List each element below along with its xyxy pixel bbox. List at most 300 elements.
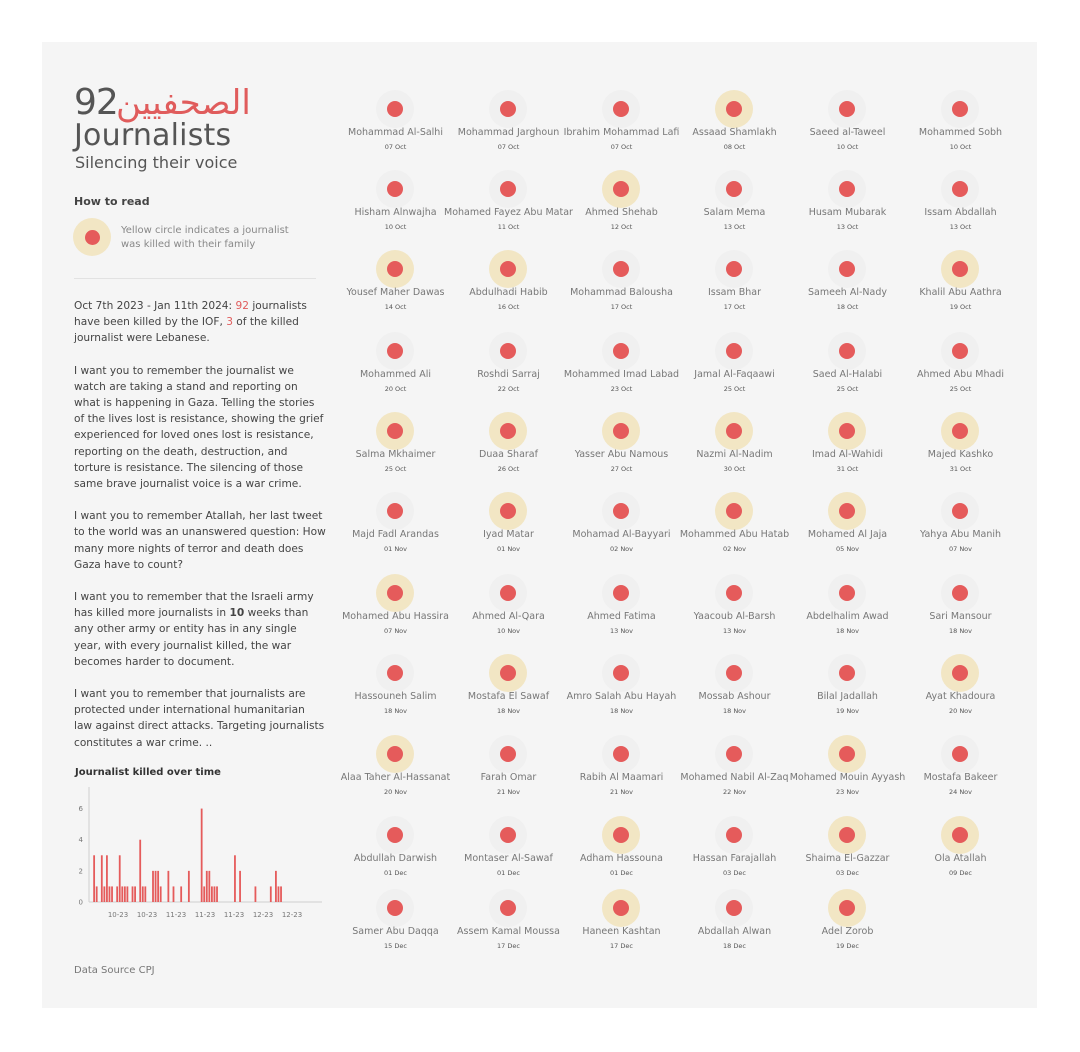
circle-icon [489, 574, 527, 612]
dot-icon [500, 261, 516, 277]
how-to-read-heading: How to read [74, 195, 150, 208]
journalist-cell [452, 492, 565, 572]
journalist-name: Yaacoub Al-Barsh [693, 611, 776, 622]
dot-icon [952, 585, 968, 601]
journalist-count: 92 [74, 82, 118, 123]
dot-icon [839, 746, 855, 762]
dot-icon [726, 665, 742, 681]
bar [239, 871, 241, 902]
bar [116, 886, 118, 902]
journalist-cell [565, 889, 678, 969]
journalist-cell [678, 889, 791, 969]
dot-icon [500, 746, 516, 762]
journalist-name: Issam Abdallah [924, 207, 997, 218]
journalist-date: 19 Nov [835, 707, 860, 715]
story-paragraph-4: I want you to remember that the Israeli army has killed more journalists in 10 weeks than any other army or entity has in any single year, with every journalist killed, the war becomes harder to document. [74, 591, 314, 668]
journalist-cell [565, 170, 678, 250]
circle-icon [941, 492, 979, 530]
journalist-name: Farah Omar [480, 772, 537, 783]
journalist-name: Mohammad Al-Salhi [348, 127, 443, 138]
dot-icon [952, 746, 968, 762]
bar [101, 855, 103, 902]
circle-icon [376, 492, 414, 530]
family-circle-icon [489, 250, 527, 288]
journalist-cell [339, 816, 452, 896]
journalist-cell [452, 889, 565, 969]
journalist-cell [565, 492, 678, 572]
bar [180, 886, 182, 902]
journalist-name: Mohammad Balousha [570, 287, 673, 298]
journalist-cell [791, 412, 904, 492]
arabic-title: الصحفيين [116, 83, 251, 123]
journalist-date: 17 Oct [723, 303, 746, 311]
bar [188, 871, 190, 902]
journalist-cell [565, 735, 678, 815]
dot-icon [613, 503, 629, 519]
journalist-name: Mohamed Al Jaja [807, 529, 888, 540]
journalist-date: 27 Oct [610, 465, 633, 473]
journalist-cell [339, 889, 452, 969]
journalist-date: 13 Nov [722, 627, 747, 635]
journalist-date: 30 Oct [723, 465, 746, 473]
dot-icon [613, 827, 629, 843]
journalist-cell [904, 574, 1017, 654]
circle-icon [489, 332, 527, 370]
journalist-date: 19 Oct [949, 303, 972, 311]
bar [216, 886, 218, 902]
journalist-name: Khalil Abu Aathra [919, 287, 1002, 298]
journalist-date: 10 Oct [949, 143, 972, 151]
journalist-cell [339, 574, 452, 654]
journalist-name: Alaa Taher Al-Hassanat [340, 772, 451, 783]
journalist-name: Haneen Kashtan [582, 926, 661, 937]
journalist-date: 14 Oct [384, 303, 407, 311]
y-tick-label: 2 [78, 867, 83, 876]
journalist-date: 21 Nov [496, 788, 521, 796]
journalist-cell [678, 332, 791, 412]
circle-icon [715, 889, 753, 927]
x-tick-label: 10-23 [136, 911, 158, 919]
bar [119, 855, 121, 902]
journalist-cell [678, 250, 791, 330]
dot-icon [613, 585, 629, 601]
journalist-name: Saed Al-Halabi [812, 369, 883, 380]
journalist-date: 02 Nov [609, 545, 634, 553]
dot-icon [613, 665, 629, 681]
journalist-name: Mohamed Mouin Ayyash [789, 772, 906, 783]
journalist-cell [565, 816, 678, 896]
journalist-name: Sari Mansour [929, 611, 992, 622]
circle-icon [941, 90, 979, 128]
circle-icon [941, 574, 979, 612]
journalist-date: 20 Nov [383, 788, 408, 796]
journalist-name: Salma Mkhaimer [355, 449, 436, 460]
dot-icon [387, 827, 403, 843]
dot-icon [613, 423, 629, 439]
circle-icon [376, 170, 414, 208]
journalist-date: 15 Dec [384, 942, 407, 950]
dot-icon [952, 343, 968, 359]
journalist-date: 18 Nov [496, 707, 521, 715]
journalist-date: 07 Nov [383, 627, 408, 635]
legend-line-1: Yellow circle indicates a journalist [121, 225, 289, 236]
journalist-cell [565, 654, 678, 734]
journalist-cell [678, 492, 791, 572]
dot-icon [952, 101, 968, 117]
dot-icon [500, 181, 516, 197]
family-circle-icon [828, 735, 866, 773]
bar [121, 886, 123, 902]
journalist-date: 24 Nov [948, 788, 973, 796]
journalist-name: Samer Abu Daqqa [352, 926, 439, 937]
journalist-name: Ahmed Al-Qara [472, 611, 545, 622]
bar [155, 871, 157, 902]
journalist-name: Adham Hassouna [579, 853, 664, 864]
circle-icon [376, 332, 414, 370]
journalist-name: Yahya Abu Manih [919, 529, 1002, 540]
bar [142, 886, 144, 902]
bar [106, 855, 108, 902]
dot-icon [726, 585, 742, 601]
journalist-date: 17 Dec [497, 942, 520, 950]
family-circle-icon [602, 816, 640, 854]
journalist-date: 01 Dec [384, 869, 407, 877]
journalist-name: Mossab Ashour [698, 691, 771, 702]
journalist-name: Ahmed Shehab [585, 207, 658, 218]
bar [111, 886, 113, 902]
story-paragraph-5: I want you to remember that journalists are protected under international humanitarian law against direct attacks. Targeting journalists constitutes a war crime. .. [74, 688, 325, 749]
dot-icon [952, 503, 968, 519]
journalist-name: Mostafa El Sawaf [467, 691, 550, 702]
journalist-cell [452, 574, 565, 654]
dot-icon [613, 746, 629, 762]
journalist-cell [904, 412, 1017, 492]
circle-icon [602, 574, 640, 612]
circle-icon [715, 735, 753, 773]
dot-icon [839, 101, 855, 117]
journalist-date: 13 Nov [609, 627, 634, 635]
journalist-name: Duaa Sharaf [479, 449, 538, 460]
journalist-cell [904, 492, 1017, 572]
bar [214, 886, 216, 902]
journalist-name: Roshdi Sarraj [477, 369, 540, 380]
dot-icon [613, 343, 629, 359]
legend-family-circle-icon [73, 218, 111, 256]
data-source: Data Source CPJ [74, 965, 155, 976]
dot-icon [726, 900, 742, 916]
chart-title: Journalist killed over time [75, 767, 221, 778]
journalist-date: 18 Nov [383, 707, 408, 715]
circle-icon [941, 735, 979, 773]
family-circle-icon [828, 492, 866, 530]
page-title: Journalists [74, 118, 232, 153]
family-circle-icon [376, 735, 414, 773]
dot-icon [500, 503, 516, 519]
bar [275, 871, 277, 902]
circle-icon [602, 735, 640, 773]
journalist-cell [444, 170, 573, 250]
journalist-cell [791, 889, 904, 969]
journalist-date: 07 Oct [610, 143, 633, 151]
family-circle-icon [828, 816, 866, 854]
circle-icon [715, 332, 753, 370]
family-circle-icon [602, 889, 640, 927]
journalist-date: 05 Nov [835, 545, 860, 553]
circle-icon [715, 654, 753, 692]
dot-icon [387, 665, 403, 681]
journalist-name: Husam Mubarak [808, 207, 887, 218]
legend-line-2: was killed with their family [121, 239, 256, 250]
journalist-cell [452, 412, 565, 492]
circle-icon [941, 332, 979, 370]
journalist-name: Issam Bhar [707, 287, 762, 298]
dot-icon [500, 900, 516, 916]
journalist-name: Iyad Matar [483, 529, 534, 540]
dot-icon [387, 261, 403, 277]
journalist-date: 07 Oct [384, 143, 407, 151]
journalist-date: 13 Oct [949, 223, 972, 231]
bar [160, 886, 162, 902]
journalist-cell [339, 412, 452, 492]
journalist-date: 02 Nov [722, 545, 747, 553]
dot-icon [387, 503, 403, 519]
journalist-name: Sameeh Al-Nady [808, 287, 887, 298]
journalist-name: Mohamed Fayez Abu Matar [444, 207, 573, 218]
dot-icon [387, 101, 403, 117]
dot-icon [500, 423, 516, 439]
bar [203, 886, 205, 902]
journalist-name: Hisham Alnwajha [354, 207, 437, 218]
journalist-date: 25 Oct [723, 385, 746, 393]
dot-icon [952, 827, 968, 843]
journalist-name: Ayat Khadoura [925, 691, 996, 702]
circle-icon [828, 332, 866, 370]
journalist-name: Nazmi Al-Nadim [696, 449, 773, 460]
journalist-cell [339, 90, 452, 170]
journalist-cell [904, 250, 1017, 330]
journalist-cell [678, 574, 791, 654]
family-circle-icon [489, 412, 527, 450]
journalist-name: Amro Salah Abu Hayah [566, 691, 677, 702]
circle-icon [376, 90, 414, 128]
journalist-date: 22 Oct [497, 385, 520, 393]
journalist-name: Mohammed Sobh [918, 127, 1003, 138]
journalist-cell [791, 492, 904, 572]
journalist-date: 23 Oct [610, 385, 633, 393]
dot-icon [613, 900, 629, 916]
dot-icon [387, 746, 403, 762]
journalist-cell [565, 574, 678, 654]
circle-icon [602, 250, 640, 288]
y-tick-label: 6 [78, 805, 83, 814]
journalist-cell [791, 816, 904, 896]
legend-text [121, 224, 301, 252]
dot-icon [726, 343, 742, 359]
journalist-date: 19 Dec [836, 942, 859, 950]
journalist-name: Majd Fadl Arandas [352, 529, 439, 540]
circle-icon [489, 735, 527, 773]
journalist-cell [791, 735, 904, 815]
story-paragraph-2: I want you to remember the journalist we watch are taking a stand and reporting on what is happening in Gaza. Telling the stories of the lives lost is resistance, showing the grief experienced for loved ones lost is resistance, reporting on the death, destruction, and torture is resistance. The silencing of those same brave journalist voice is a war crime. [74, 364, 324, 491]
divider [74, 278, 316, 279]
journalist-name: Ibrahim Mohammad Lafi [563, 127, 680, 138]
circle-icon [376, 816, 414, 854]
journalist-date: 03 Dec [836, 869, 859, 877]
journalist-date: 13 Oct [723, 223, 746, 231]
dot-icon [500, 101, 516, 117]
family-circle-icon [828, 412, 866, 450]
journalist-name: Ahmed Abu Mhadi [917, 369, 1004, 380]
dot-icon [500, 665, 516, 681]
journalist-cell [339, 170, 452, 250]
page-subtitle: Silencing their voice [75, 153, 238, 172]
journalist-cell [904, 816, 1017, 896]
bar [280, 886, 282, 902]
journalist-name: Rabih Al Maamari [579, 772, 664, 783]
journalist-date: 17 Oct [610, 303, 633, 311]
dot-icon [839, 261, 855, 277]
circle-icon [602, 332, 640, 370]
journalist-date: 10 Oct [836, 143, 859, 151]
journalist-name: Bilal Jadallah [817, 691, 878, 702]
dot-icon [500, 827, 516, 843]
dot-icon [952, 665, 968, 681]
circle-icon [828, 654, 866, 692]
x-tick-label: 11-23 [223, 911, 245, 919]
dot-icon [387, 343, 403, 359]
journalist-date: 07 Nov [948, 545, 973, 553]
family-circle-icon [941, 816, 979, 854]
dot-icon [387, 423, 403, 439]
bar [139, 840, 141, 902]
journalist-name: Adel Zorob [821, 926, 874, 937]
circle-icon [828, 90, 866, 128]
dot-icon [839, 181, 855, 197]
dot-icon [613, 261, 629, 277]
dot-icon [500, 343, 516, 359]
journalist-name: Yasser Abu Namous [574, 449, 669, 460]
journalist-name: Mostafa Bakeer [923, 772, 998, 783]
journalist-name: Mohamed Abu Hassira [342, 611, 449, 622]
journalist-cell [565, 332, 678, 412]
journalist-date: 01 Dec [497, 869, 520, 877]
journalist-date: 18 Nov [722, 707, 747, 715]
circle-icon [602, 90, 640, 128]
journalist-date: 10 Nov [496, 627, 521, 635]
journalist-cell [565, 250, 678, 330]
x-tick-label: 11-23 [165, 911, 187, 919]
journalist-name: Mohammed Abu Hatab [679, 529, 790, 540]
dot-icon [726, 746, 742, 762]
journalist-name: Hassouneh Salim [354, 691, 437, 702]
journalist-name: Saeed al-Taweel [809, 127, 886, 138]
bar [109, 886, 111, 902]
journalist-cell [678, 170, 791, 250]
bar [124, 886, 126, 902]
journalist-name: Shaima El-Gazzar [805, 853, 890, 864]
journalist-cell [339, 654, 452, 734]
family-circle-icon [376, 250, 414, 288]
journalist-date: 13 Oct [836, 223, 859, 231]
dot-icon [726, 261, 742, 277]
journalist-cell [791, 574, 904, 654]
journalist-cell [904, 735, 1017, 815]
journalist-date: 11 Oct [497, 223, 520, 231]
journalist-date: 07 Oct [497, 143, 520, 151]
dot-icon [839, 503, 855, 519]
bar [270, 886, 272, 902]
journalist-date: 03 Dec [723, 869, 746, 877]
bar [127, 886, 129, 902]
family-circle-icon [715, 412, 753, 450]
dot-icon [613, 181, 629, 197]
journalist-name: Mohammed Imad Labad [563, 369, 680, 380]
journalist-name: Majed Kashko [927, 449, 994, 460]
journalist-name: Mohamad Al-Bayyari [572, 529, 671, 540]
family-circle-icon [602, 412, 640, 450]
journalist-cell [791, 332, 904, 412]
journalist-name: Hassan Farajallah [692, 853, 777, 864]
journalist-name: Salam Mema [703, 207, 766, 218]
journalist-date: 25 Oct [836, 385, 859, 393]
bar [157, 871, 159, 902]
circle-icon [715, 170, 753, 208]
story-text [74, 298, 326, 767]
y-tick-label: 0 [78, 898, 83, 907]
journalist-date: 25 Oct [384, 465, 407, 473]
journalist-cell [678, 654, 791, 734]
journalist-cell [339, 332, 452, 412]
family-circle-icon [602, 170, 640, 208]
journalist-name: Mohammed Ali [359, 369, 432, 380]
dot-icon [839, 900, 855, 916]
x-tick-label: 11-23 [194, 911, 216, 919]
killed-over-time-chart [70, 785, 330, 925]
circle-icon [376, 654, 414, 692]
journalist-cell [339, 250, 452, 330]
dot-icon [839, 665, 855, 681]
journalist-name: Abdullah Darwish [353, 853, 438, 864]
journalist-name: Montaser Al-Sawaf [464, 853, 553, 864]
journalist-date: 26 Oct [497, 465, 520, 473]
journalist-cell [678, 735, 791, 815]
circle-icon [489, 816, 527, 854]
family-circle-icon [489, 492, 527, 530]
bar [234, 855, 236, 902]
journalist-date: 31 Oct [836, 465, 859, 473]
bar [134, 886, 136, 902]
journalist-cell [565, 90, 678, 170]
circle-icon [376, 889, 414, 927]
journalist-date: 18 Nov [948, 627, 973, 635]
journalist-cell [904, 654, 1017, 734]
dot-icon [613, 101, 629, 117]
dot-icon [839, 585, 855, 601]
dot-icon [726, 423, 742, 439]
journalist-date: 18 Dec [723, 942, 746, 950]
story-paragraph-1: Oct 7th 2023 - Jan 11th 2024: 92 journalists have been killed by the IOF, 3 of the killed journalist were Lebanese. [74, 300, 307, 345]
journalist-date: 18 Oct [836, 303, 859, 311]
circle-icon [489, 889, 527, 927]
journalist-cell [452, 816, 565, 896]
journalist-date: 01 Nov [383, 545, 408, 553]
family-circle-icon [941, 412, 979, 450]
journalist-name: Jamal Al-Faqaawi [694, 369, 775, 380]
journalist-date: 09 Dec [949, 869, 972, 877]
journalist-cell [678, 816, 791, 896]
journalist-date: 18 Nov [835, 627, 860, 635]
journalist-cell [678, 90, 791, 170]
